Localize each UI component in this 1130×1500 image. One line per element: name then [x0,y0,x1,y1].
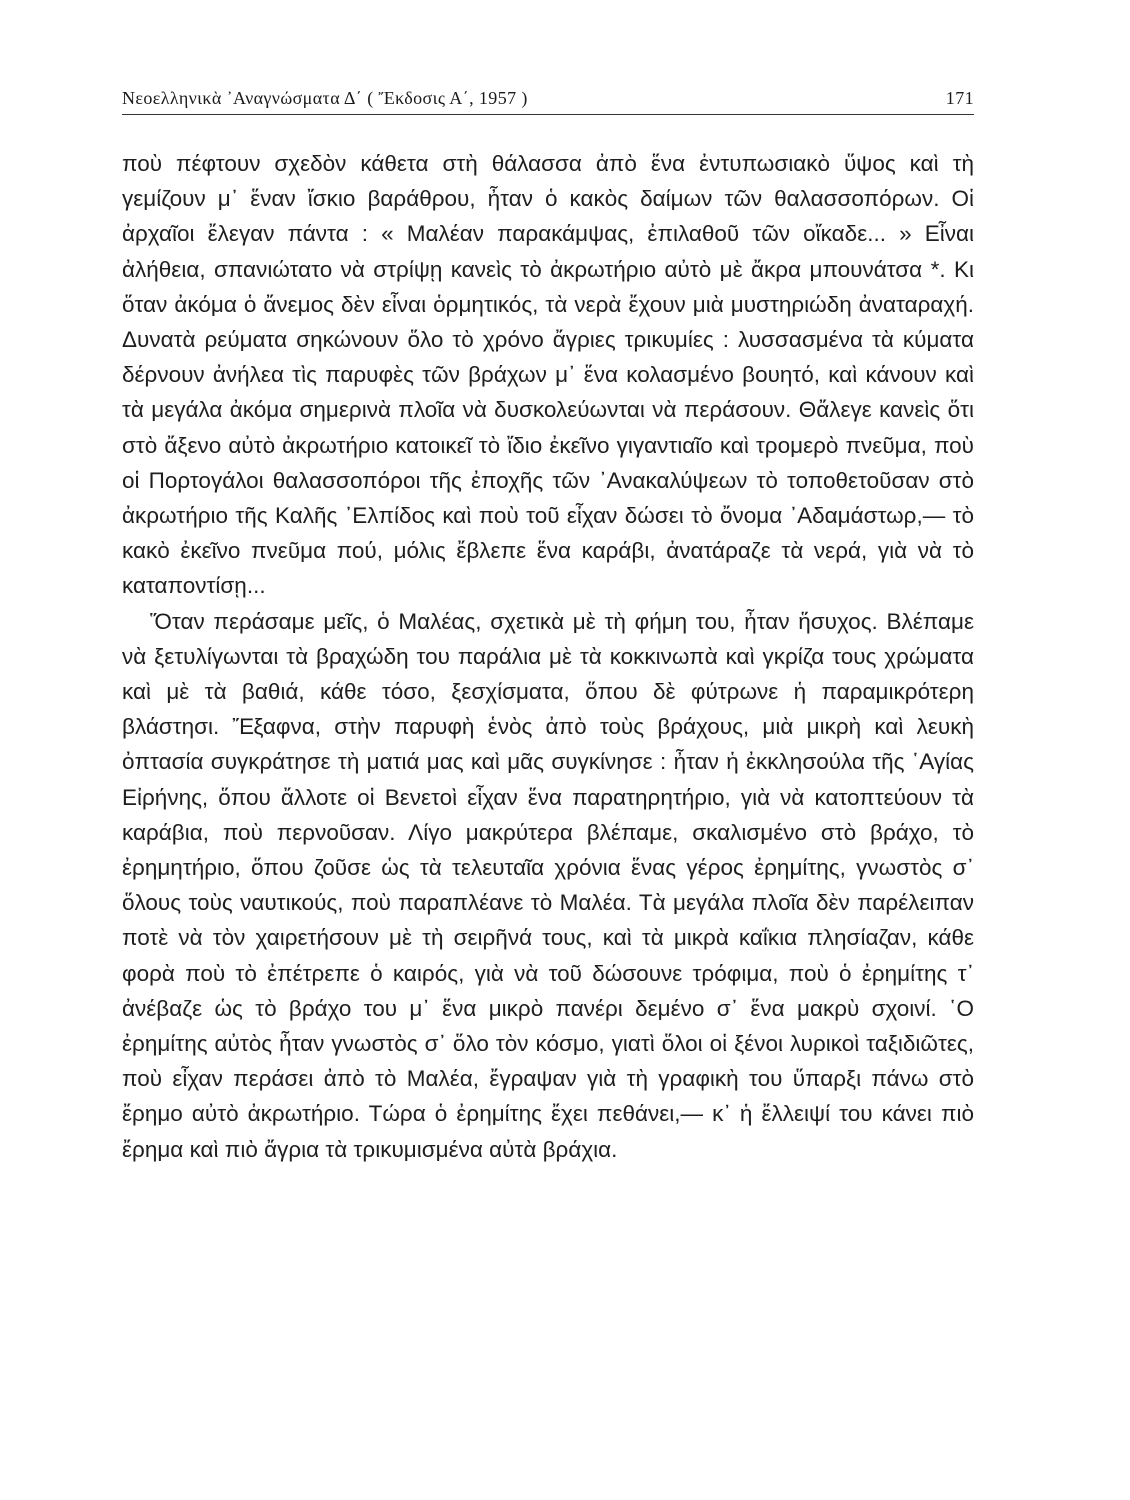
body-text [122,146,974,1167]
header-title: Νεοελληνικὰ ᾿Αναγνώσματα Δ΄ ( Ἔκδοσις Α΄, 1957 ) [122,88,528,108]
page-number: 171 [945,88,974,108]
paragraph: ποὺ πέφτουν σχεδὸν κάθετα στὴ θάλασσα ἀπὸ ἕνα ἐντυπωσιακὸ ὕψος καὶ τὴ γεμίζουν μ᾿ ἕναν ἴσκιο βαράθρου, ἦταν ὁ κακὸς δαίμων τῶν θαλασσοπόρων. Οἱ ἀρχαῖοι ἔλεγαν πάντα : « Μαλέαν παρακάμψας, ἐπιλαθοῦ τῶν οἴκαδε... » Εἶναι ἀλήθεια, σπανιώτατο νὰ στρίψῃ κανεὶς τὸ ἀκρωτήριο αὐτὸ μὲ ἄκρα μπουνάτσα *. Κι ὅταν ἀκόμα ὁ ἄνεμος δὲν εἶναι ὁρμητικός, τὰ νερὰ ἔχουν μιὰ μυστηριώδη ἀναταραχή. Δυνατὰ ρεύματα σηκώνουν ὅλο τὸ χρόνο ἄγριες τρικυμίες : λυσσασμένα τὰ κύματα δέρνουν ἀνήλεα τὶς παρυφὲς τῶν βράχων μ᾿ ἕνα κολασμένο βουητό, καὶ κάνουν καὶ τὰ μεγάλα ἀκόμα σημερινὰ πλοῖα νὰ δυσκολεύωνται νὰ περάσουν. Θἄλεγε κανεὶς ὅτι στὸ ἄξενο αὐτὸ ἀκρωτήριο κατοικεῖ τὸ ἴδιο ἐκεῖνο γιγαντιαῖο καὶ τρομερὸ πνεῦμα, ποὺ οἱ Πορτογάλοι θαλασσοπόροι τῆς ἐποχῆς τῶν ᾿Ανακαλύψεων τὸ τοποθετοῦσαν στὸ ἀκρωτήριο τῆς Καλῆς ᾿Ελπίδος καὶ ποὺ τοῦ εἶχαν δώσει τὸ ὄνομα ᾿Αδαμάστωρ,— τὸ κακὸ ἐκεῖνο πνεῦμα πού, μόλις ἔβλεπε ἕνα καράβι, ἀνατάραζε τὰ νερά, γιὰ νὰ τὸ καταποντίσῃ... [122,151,974,599]
paragraph: Ὅταν περάσαμε μεῖς, ὁ Μαλέας, σχετικὰ μὲ τὴ φήμη του, ἦταν ἥσυχος. Βλέπαμε νὰ ξετυλίγωνται τὰ βραχώδη του παράλια μὲ τὰ κοκκινωπὰ καὶ γκρίζα τους χρώματα καὶ μὲ τὰ βαθιά, κάθε τόσο, ξεσχίσματα, ὅπου δὲ φύτρωνε ἡ παραμικρότερη βλάστησι. Ἔξαφνα, στὴν παρυφὴ ἑνὸς ἀπὸ τοὺς βράχους, μιὰ μικρὴ καὶ λευκὴ ὀπτασία συγκράτησε τὴ ματιά μας καὶ μᾶς συγκίνησε : ἦταν ἡ ἐκκλησούλα τῆς ῾Αγίας Εἰρήνης, ὅπου ἄλλοτε οἱ Βενετοὶ εἶχαν ἕνα παρατηρητήριο, γιὰ νὰ κατοπτεύουν τὰ καράβια, ποὺ περνοῦσαν. Λίγο μακρύτερα βλέπαμε, σκαλισμένο στὸ βράχο, τὸ ἐρημητήριο, ὅπου ζοῦσε ὡς τὰ τελευταῖα χρόνια ἕνας γέρος ἐρημίτης, γνωστὸς σ᾿ ὅλους τοὺς ναυτικούς, ποὺ παραπλέανε τὸ Μαλέα. Τὰ μεγάλα πλοῖα δὲν παρέλειπαν ποτὲ νὰ τὸν χαιρετήσουν μὲ τὴ σειρῆνά τους, καὶ τὰ μικρὰ καΐκια πλησίαζαν, κάθε φορὰ ποὺ τὸ ἐπέτρεπε ὁ καιρός, γιὰ νὰ τοῦ δώσουνε τρόφιμα, ποὺ ὁ ἐρημίτης τ᾿ ἀνέβαζε ὡς τὸ βράχο του μ᾿ ἕνα μικρὸ πανέρι δεμένο σ᾿ ἕνα μακρὺ σχοινί. ῾Ο ἐρημίτης αὐτὸς ἦταν γνωστὸς σ᾿ ὅλο τὸν κόσμο, γιατὶ ὅλοι οἱ ξένοι λυρικοὶ ταξιδιῶτες, ποὺ εἶχαν περάσει ἀπὸ τὸ Μαλέα, ἔγραψαν γιὰ τὴ γραφικὴ του ὕπαρξι πάνω στὸ ἔρημο αὐτὸ ἀκρωτήριο. Τώρα ὁ ἐρημίτης ἔχει πεθάνει,— κ᾿ ἡ ἔλλειψί του κάνει πιὸ ἔρημα καὶ πιὸ ἄγρια τὰ τρικυμισμένα αὐτὰ βράχια. [122,608,974,1162]
running-header [122,84,974,115]
